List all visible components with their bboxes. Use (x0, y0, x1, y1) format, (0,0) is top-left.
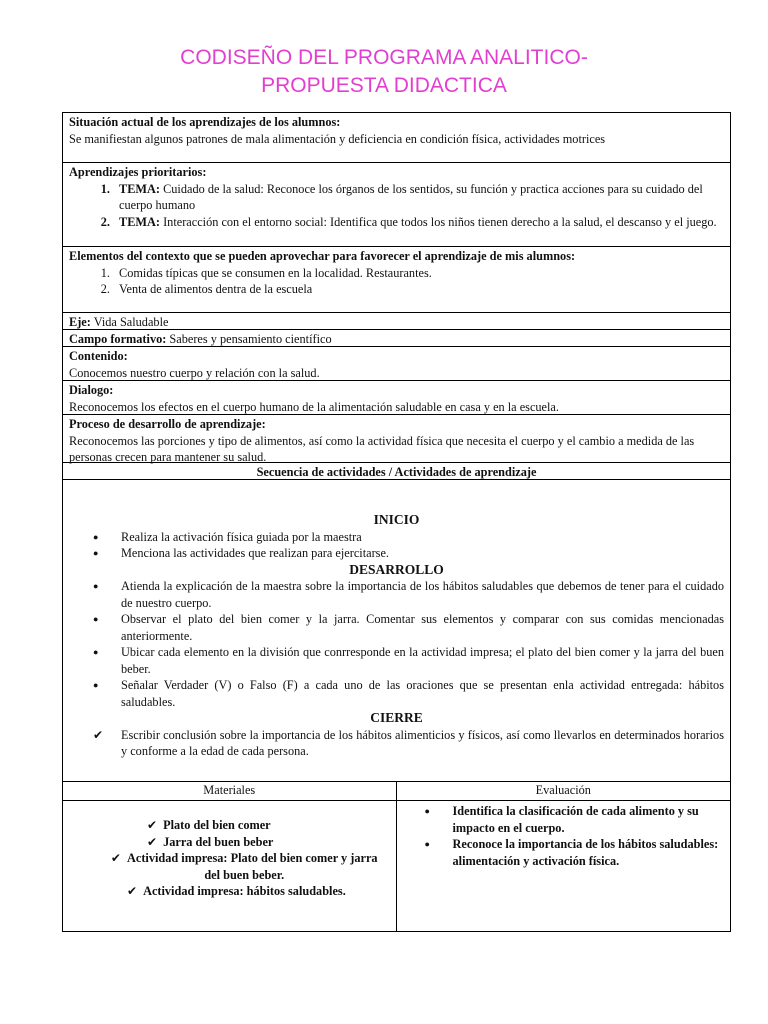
row-dialogo (63, 381, 730, 415)
contenido-label: Contenido: (69, 349, 128, 363)
row-situacion (63, 113, 730, 163)
inicio-item: ● Realiza la activación física guiada por la maestra (115, 529, 724, 546)
title-line-1: CODISEÑO DEL PROGRAMA ANALITICO- (180, 46, 588, 69)
material-item: ✔ Jarra del buen beber (103, 834, 386, 851)
aprendizajes-list (69, 181, 724, 231)
campo-value: Saberes y pensamiento científico (166, 332, 332, 346)
row-eje (63, 313, 730, 330)
desarrollo-heading: DESARROLLO (349, 561, 444, 577)
evaluacion-item: ● Reconoce la importancia de los hábitos saludables: alimentación y activación física. (447, 836, 723, 869)
document-title (0, 44, 768, 100)
eje-value: Vida Saludable (90, 315, 169, 329)
inicio-list (69, 529, 724, 562)
materiales-list (103, 817, 386, 900)
inicio-heading: INICIO (373, 512, 420, 527)
desarrollo-item: ● Señalar Verdader (V) o Falso (F) a cada uno de las oraciones que se presentan enla actividad entregada: hábitos saludables. (115, 677, 724, 710)
materiales-header: Materiales (63, 782, 397, 800)
aprendizaje-item (113, 181, 724, 214)
title-line-2: PROPUESTA DIDACTICA (261, 74, 507, 97)
tema-label: TEMA: (119, 214, 160, 229)
evaluacion-item: ● Identifica la clasificación de cada alimento y su impacto en el cuerpo. (447, 803, 723, 836)
desarrollo-item: ● Ubicar cada elemento en la división que conrresponde en la actividad impresa; el plato del bien comer y la jarra del buen beber. (115, 644, 724, 677)
contenido-text: Conocemos nuestro cuerpo y relación con la salud. (69, 365, 320, 380)
desarrollo-list (69, 578, 724, 710)
row-aprendizajes (63, 163, 730, 247)
material-item: ✔ Plato del bien comer (103, 817, 386, 834)
materiales-cell (63, 801, 397, 931)
row-contenido (63, 347, 730, 381)
bottom-headers (63, 782, 730, 801)
cierre-list (69, 727, 724, 760)
material-item: ✔ Actividad impresa: Plato del bien comer y jarra del buen beber. (103, 850, 386, 883)
row-campo (63, 330, 730, 347)
proceso-text: Reconocemos las porciones y tipo de alimentos, así como la actividad física que necesita el cuerpo y el cambio a medida de las personas crecen para mantener su salud. (69, 433, 695, 464)
proceso-label: Proceso de desarrollo de aprendizaje: (69, 417, 266, 431)
row-elementos (63, 247, 730, 313)
tema-text: Cuidado de la salud: Reconoce los órganos de los sentidos, su función y practica acciones para su cuidado del cuerpo humano (119, 181, 703, 212)
eje-label: Eje: (69, 315, 91, 329)
material-item: ✔ Actividad impresa: hábitos saludables. (103, 883, 386, 900)
situacion-text: Se manifiestan algunos patrones de mala alimentación y deficiencia en condición física, actividades motrices (69, 131, 606, 146)
tema-text: Interacción con el entorno social: Identifica que todos los niños tienen derecho a la salud, el descanso y el juego. (160, 214, 717, 229)
tema-label: TEMA: (119, 181, 160, 196)
bottom-content (63, 801, 730, 931)
evaluacion-list (397, 803, 723, 869)
desarrollo-item: ● Observar el plato del bien comer y la jarra. Comentar sus elementos y comparar con sus comidas mencionadas anteriormente. (115, 611, 724, 644)
elementos-label: Elementos del contexto que se pueden aprovechar para favorecer el aprendizaje de mis alumnos: (69, 249, 576, 263)
inicio-item: ● Menciona las actividades que realizan para ejercitarse. (115, 545, 724, 562)
dialogo-text: Reconocemos los efectos en el cuerpo humano de la alimentación saludable en casa y en la escuela. (69, 399, 559, 414)
evaluacion-cell (397, 801, 731, 931)
secuencia-header: Secuencia de actividades / Actividades de aprendizaje (63, 463, 730, 480)
dialogo-label: Dialogo: (69, 383, 114, 397)
elementos-list (69, 265, 724, 298)
row-proceso (63, 415, 730, 463)
planning-table (62, 112, 731, 932)
elemento-item: 2. Venta de alimentos dentra de la escuela (113, 281, 724, 298)
evaluacion-header: Evaluación (535, 783, 591, 797)
row-secuencia (63, 480, 730, 782)
desarrollo-item: ● Atienda la explicación de la maestra sobre la importancia de los hábitos saludables que debemos de tener para el cuidado de nuestro cuerpo. (115, 578, 724, 611)
aprendizaje-item (113, 214, 724, 231)
situacion-label: Situación actual de los aprendizajes de los alumnos: (69, 115, 341, 129)
cierre-heading: CIERRE (370, 710, 423, 725)
elemento-item: 1. Comidas típicas que se consumen en la localidad. Restaurantes. (113, 265, 724, 282)
aprendizajes-label: Aprendizajes prioritarios: (69, 165, 207, 179)
cierre-item: ✔ Escribir conclusión sobre la importancia de los hábitos alimenticios y físicos, así como llevarlos en determinados horarios y conforme a la edad de cada persona. (115, 727, 724, 760)
campo-label: Campo formativo: (69, 332, 167, 346)
